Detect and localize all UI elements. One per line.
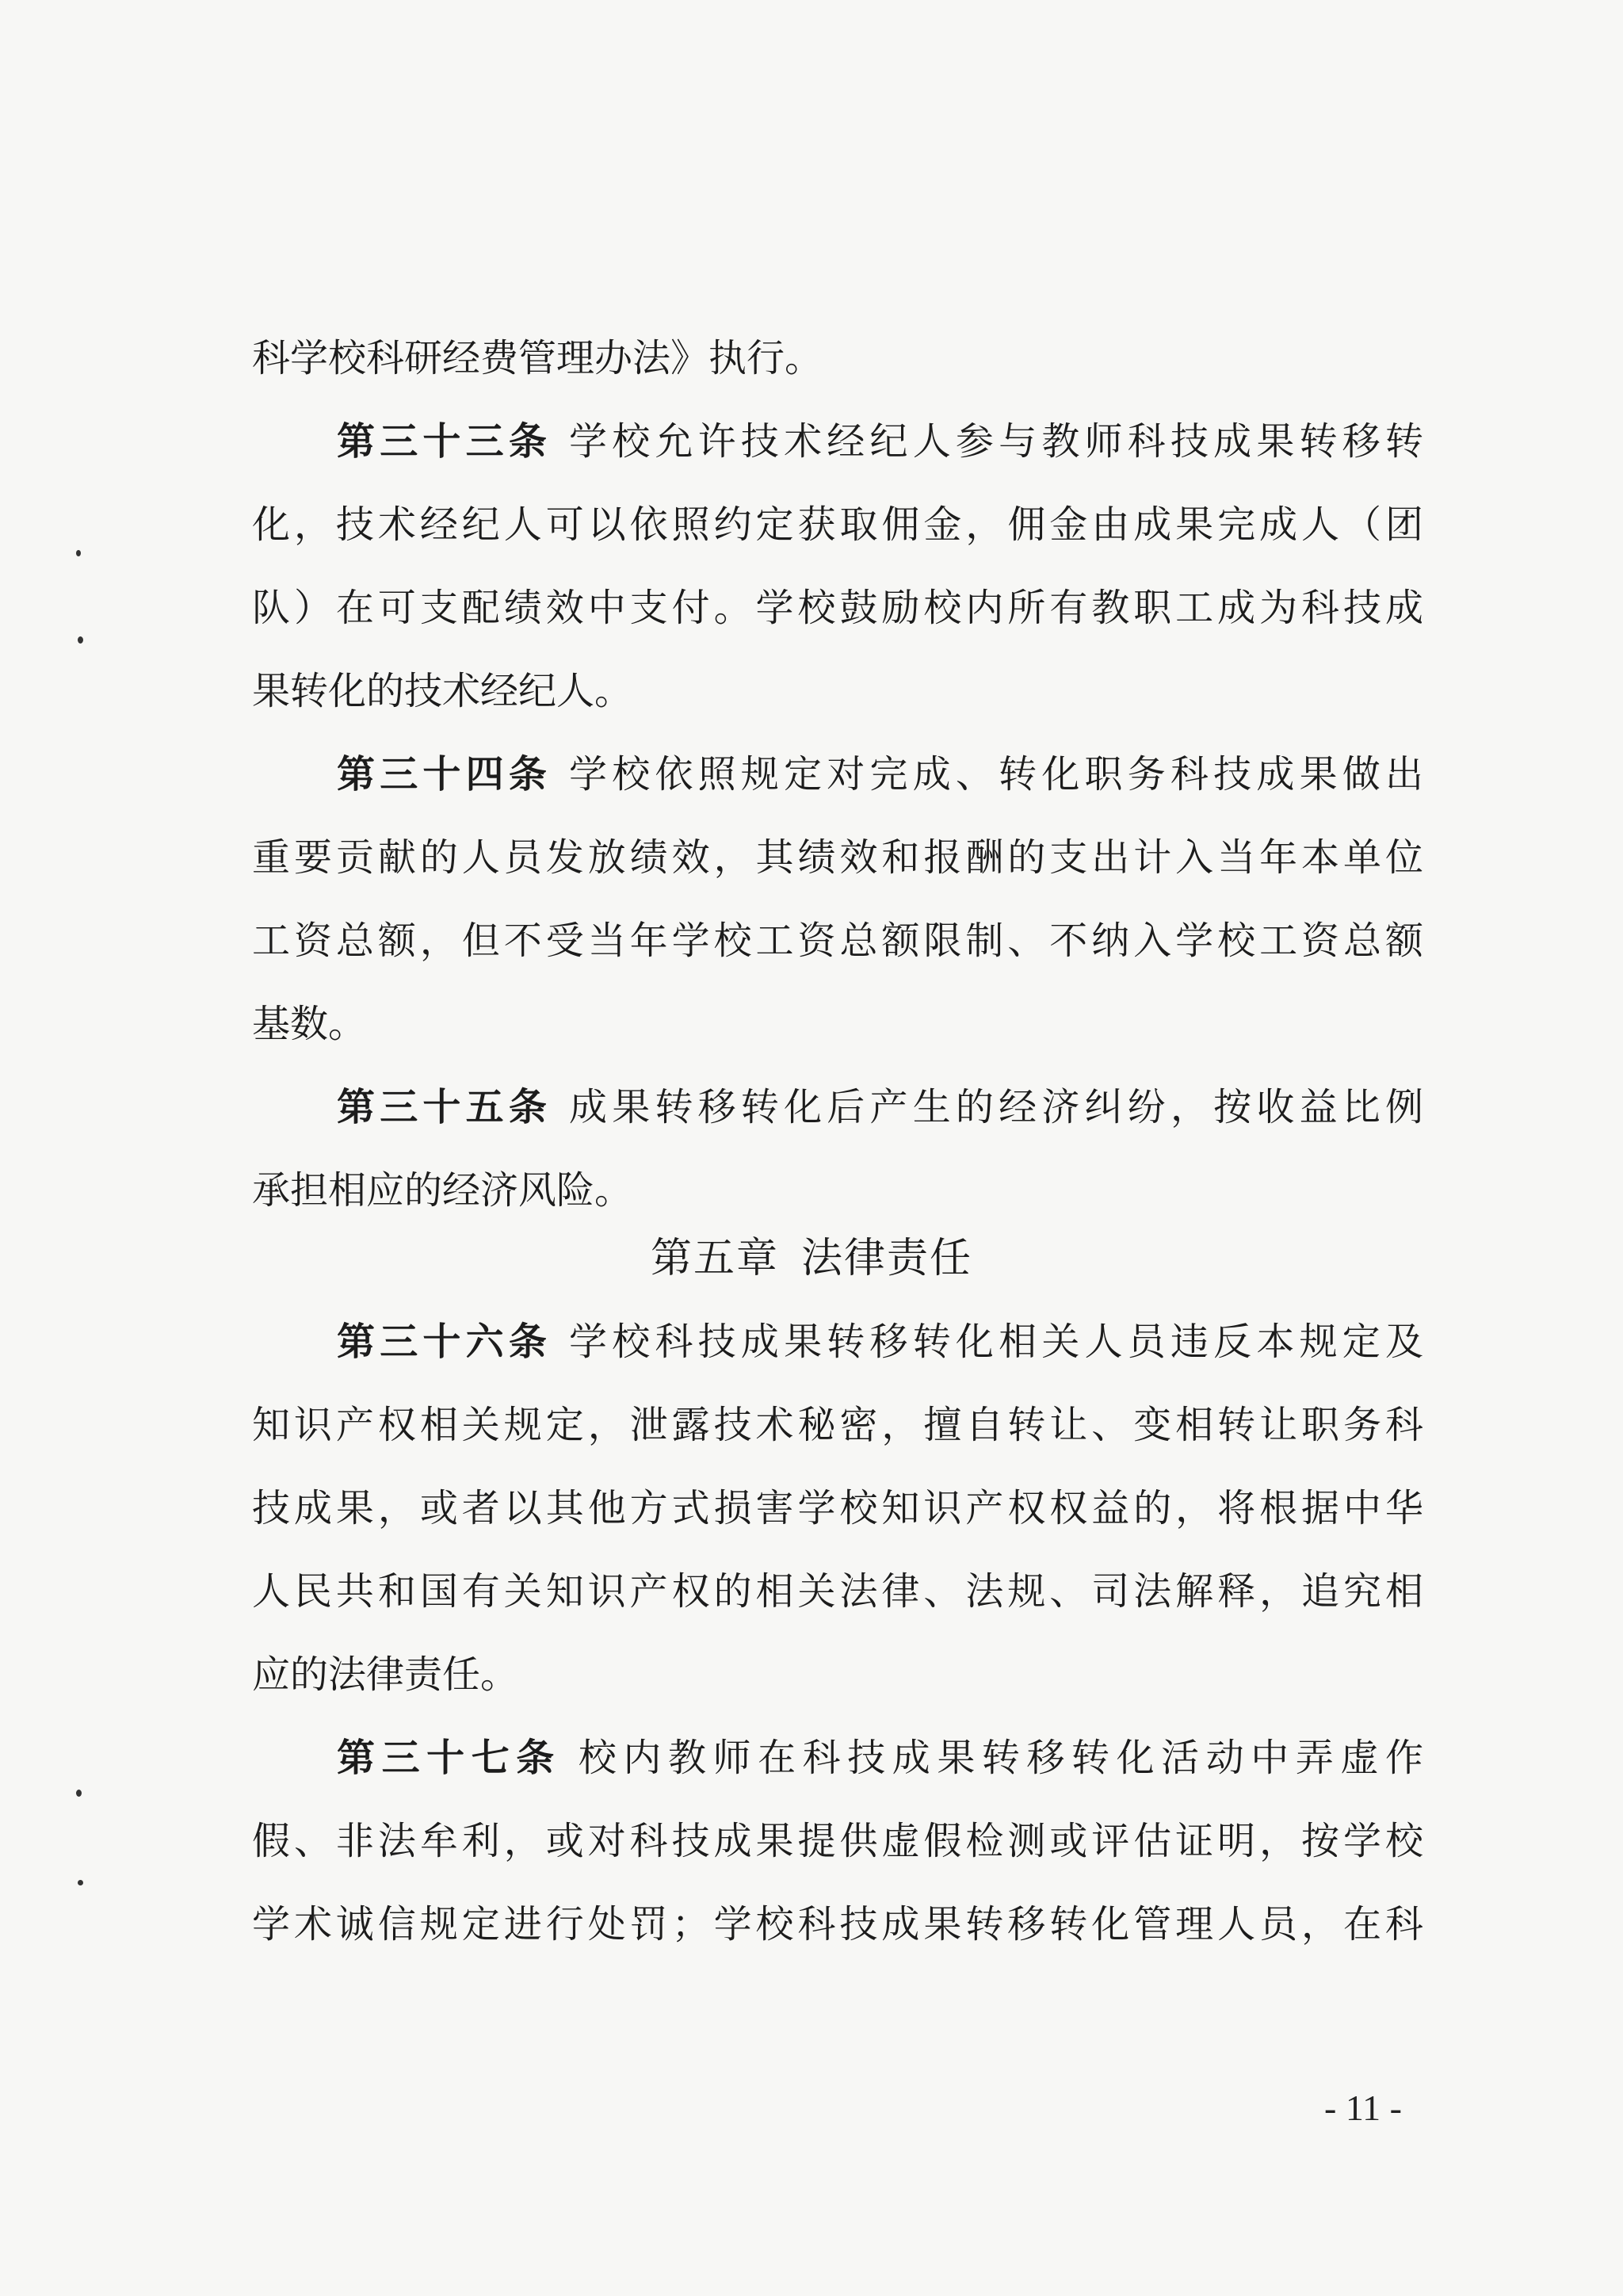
paragraph-line: 工资总额，但不受当年学校工资总额限制、不纳入学校工资总额 <box>252 919 1423 963</box>
article-33-line: 第三十三条 学校允许技术经纪人参与教师科技成果转移转 <box>337 419 1423 464</box>
article-34-heading: 第三十四条 <box>337 752 552 797</box>
paragraph-line: 人民共和国有关知识产权的相关法律、法规、司法解释，追究相 <box>252 1569 1423 1614</box>
scan-speck <box>76 1790 82 1797</box>
article-34-line: 第三十四条 学校依照规定对完成、转化职务科技成果做出 <box>337 752 1423 797</box>
article-36-line: 第三十六条 学校科技成果转移转化相关人员违反本规定及 <box>337 1320 1423 1364</box>
paragraph-line: 基数。 <box>252 1002 367 1046</box>
paragraph-line: 技成果，或者以其他方式损害学校知识产权权益的，将根据中华 <box>252 1486 1423 1530</box>
paragraph-line: 学术诚信规定进行处罚；学校科技成果转移转化管理人员，在科 <box>252 1902 1423 1946</box>
chapter-title: 法律责任 <box>801 1235 973 1282</box>
scan-speck <box>76 550 81 556</box>
paragraph-line: 重要贡献的人员发放绩效，其绩效和报酬的支出计入当年本单位 <box>252 835 1423 880</box>
article-33-heading: 第三十三条 <box>337 419 552 464</box>
paragraph-line: 化，技术经纪人可以依照约定获取佣金，佣金由成果完成人（团 <box>252 502 1423 547</box>
paragraph-line: 果转化的技术经纪人。 <box>252 669 633 713</box>
paragraph-line: 应的法律责任。 <box>252 1652 519 1697</box>
paragraph-line: 科学校科研经费管理办法》执行。 <box>252 336 823 380</box>
chapter-heading <box>0 1227 1623 1290</box>
paragraph-line: 队）在可支配绩效中支付。学校鼓励校内所有教职工成为科技成 <box>252 586 1423 630</box>
paragraph-line: 知识产权相关规定，泄露技术秘密，擅自转让、变相转让职务科 <box>252 1403 1423 1447</box>
chapter-number: 第五章 <box>650 1235 779 1282</box>
article-35-line: 第三十五条 成果转移转化后产生的经济纠纷，按收益比例 <box>337 1085 1423 1129</box>
scan-speck <box>78 1880 83 1885</box>
scan-speck <box>78 636 83 644</box>
paragraph-line: 假、非法牟利，或对科技成果提供虚假检测或评估证明，按学校 <box>252 1819 1423 1863</box>
article-35-heading: 第三十五条 <box>337 1085 552 1129</box>
page-number: - 11 - <box>1324 2088 1402 2128</box>
article-37-line: 第三十七条 校内教师在科技成果转移转化活动中弄虚作 <box>337 1736 1423 1780</box>
article-37-heading: 第三十七条 <box>337 1736 561 1780</box>
paragraph-line: 承担相应的经济风险。 <box>252 1168 633 1213</box>
article-36-heading: 第三十六条 <box>337 1320 552 1364</box>
